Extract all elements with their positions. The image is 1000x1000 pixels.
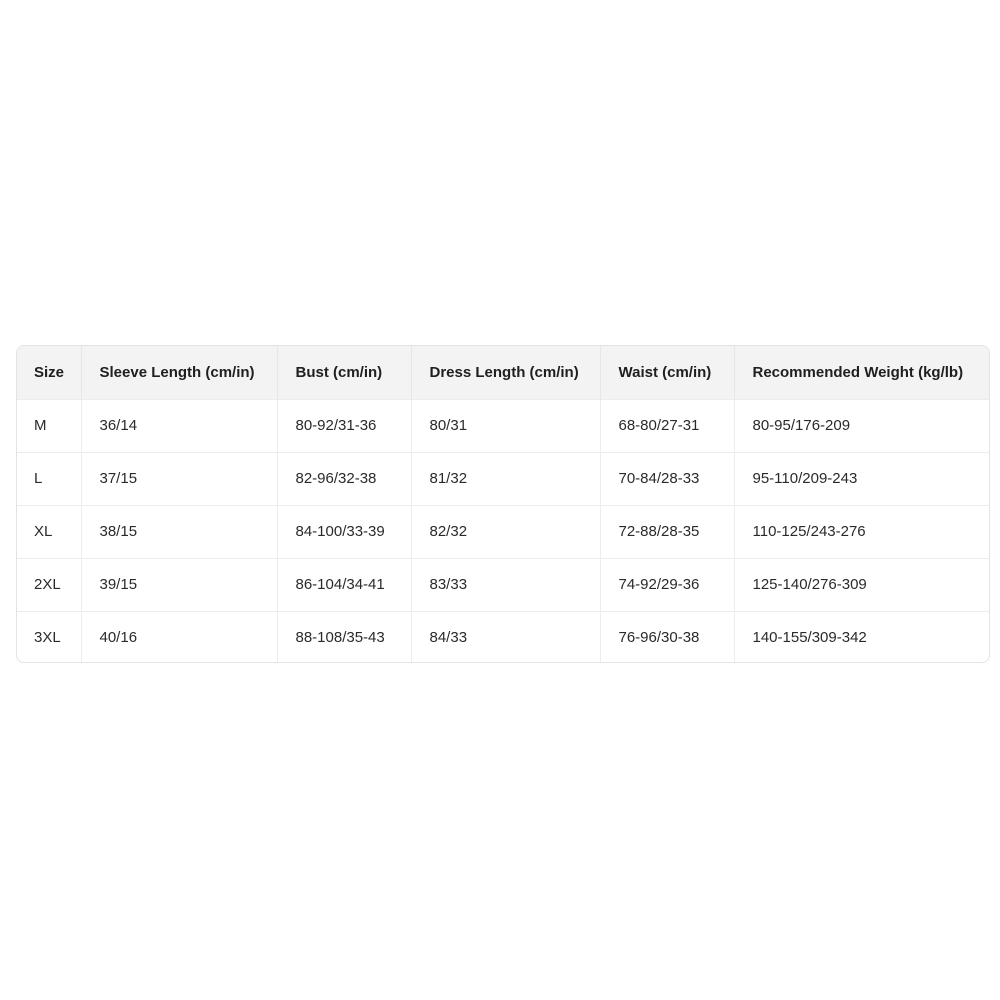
- table-row: [17, 452, 989, 505]
- header-waist: Waist (cm/in): [600, 346, 734, 399]
- cell-waist: 76-96/30-38: [600, 611, 734, 663]
- cell-size: 2XL: [17, 558, 81, 611]
- cell-size: M: [17, 399, 81, 452]
- cell-waist: 74-92/29-36: [600, 558, 734, 611]
- size-chart-table-container: [16, 345, 990, 663]
- header-size: Size: [17, 346, 81, 399]
- cell-waist: 70-84/28-33: [600, 452, 734, 505]
- cell-dress-length: 80/31: [411, 399, 600, 452]
- header-row: [17, 346, 989, 399]
- cell-recommended-weight: 95-110/209-243: [752, 470, 858, 487]
- cell-sleeve-length: 36/14: [81, 399, 277, 452]
- cell-dress-length: 81/32: [411, 452, 600, 505]
- cell-sleeve-length: 39/15: [81, 558, 277, 611]
- cell-bust: 88-108/35-43: [277, 611, 411, 663]
- cell-recommended-weight: 140-155/309-342: [752, 629, 867, 647]
- cell-bust: 82-96/32-38: [277, 452, 411, 505]
- cell-sleeve-length: 37/15: [81, 452, 277, 505]
- cell-size: XL: [17, 505, 81, 558]
- table-header: [17, 346, 989, 399]
- cell-sleeve-length: 40/16: [81, 611, 277, 663]
- table-row: [17, 558, 989, 611]
- cell-dress-length: 82/32: [411, 505, 600, 558]
- cell-dress-length: 83/33: [411, 558, 600, 611]
- header-recommended-weight: Recommended Weight (kg/lb): [752, 363, 964, 381]
- header-sleeve-length: Sleeve Length (cm/in): [81, 346, 277, 399]
- cell-recommended-weight: 125-140/276-309: [752, 576, 867, 593]
- cell-sleeve-length: 38/15: [81, 505, 277, 558]
- cell-recommended-weight: 80-95/176-209: [752, 417, 851, 434]
- cell-dress-length: 84/33: [411, 611, 600, 663]
- table-row: [17, 399, 989, 452]
- table-row: [17, 611, 989, 663]
- cell-recommended-weight: 110-125/243-276: [752, 523, 866, 540]
- cell-bust: 84-100/33-39: [277, 505, 411, 558]
- table-row: [17, 505, 989, 558]
- cell-size: L: [17, 452, 81, 505]
- header-dress-length: Dress Length (cm/in): [411, 346, 600, 399]
- cell-waist: 72-88/28-35: [600, 505, 734, 558]
- cell-size: 3XL: [17, 611, 81, 663]
- cell-bust: 80-92/31-36: [277, 399, 411, 452]
- size-chart-table: [17, 346, 989, 663]
- cell-bust: 86-104/34-41: [277, 558, 411, 611]
- cell-waist: 68-80/27-31: [600, 399, 734, 452]
- table-body: [17, 399, 989, 663]
- header-bust: Bust (cm/in): [277, 346, 411, 399]
